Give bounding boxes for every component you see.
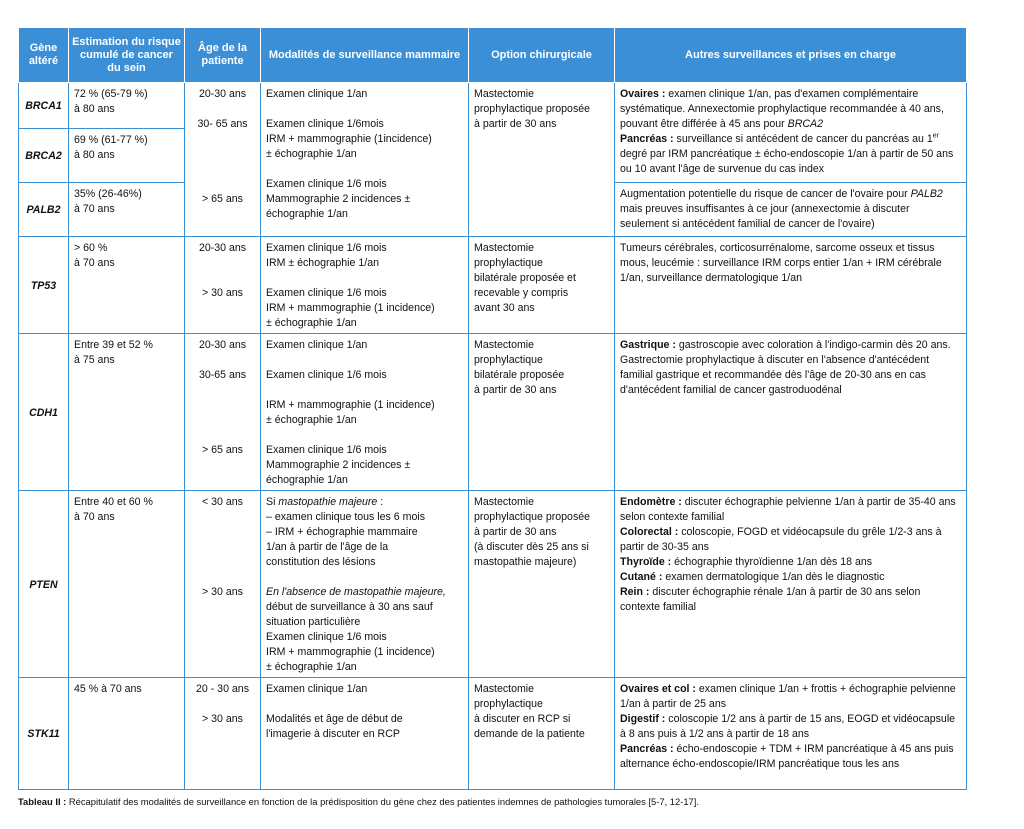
- pten-abs-italic: En l'absence de mastopathie majeure,: [266, 586, 446, 598]
- pancreas-stk-label: Pancréas :: [620, 743, 674, 755]
- pancreas-text1: surveillance si antécédent de cancer du pancréas au 1: [673, 133, 933, 145]
- breast-pten: [261, 491, 469, 678]
- ovaires-label: Ovaires :: [620, 88, 666, 100]
- digestif-label: Digestif :: [620, 713, 666, 725]
- breast-tp53: Examen clinique 1/6 mois IRM ± échographie 1/an Examen clinique 1/6 mois IRM + mammographie (1 incidence) ± échographie 1/an: [261, 237, 469, 334]
- digestif-text: coloscopie 1/2 ans à partir de 15 ans, EOGD et vidéocapsule à 8 ans puis à 1/2 ans à partir de 18 ans: [620, 713, 956, 740]
- surgery-pten: Mastectomie prophylactique proposée à partir de 30 ans (à discuter dès 25 ans si mastopathie majeure): [469, 491, 615, 678]
- age-pten: < 30 ans > 30 ans: [185, 491, 261, 678]
- surgery-brca: Mastectomie prophylactique proposée à partir de 30 ans: [469, 83, 615, 237]
- table-header-row: [19, 28, 967, 83]
- palb2-text2: mais preuves insuffisantes à ce jour (annexectomie à discuter seulement si antécédent familial de cancer de l'ovaire): [620, 203, 910, 230]
- surveillance-table: [18, 27, 967, 790]
- breast-cdh1: Examen clinique 1/an Examen clinique 1/6 mois IRM + mammographie (1 incidence) ± échographie 1/an Examen clinique 1/6 mois Mammographie 2 incidences ± échographie 1/an: [261, 334, 469, 491]
- rein-label: Rein :: [620, 586, 650, 598]
- table-row: [19, 491, 967, 678]
- ovaires-gene: BRCA2: [787, 118, 823, 130]
- gene-stk11: STK11: [19, 678, 69, 790]
- gene-brca1: BRCA1: [19, 83, 69, 129]
- risk-cdh1: Entre 39 et 52 % à 75 ans: [69, 334, 185, 491]
- pancreas-label: Pancréas :: [620, 133, 674, 145]
- endo-label: Endomètre :: [620, 496, 682, 508]
- pancreas-stk-text: écho-endoscopie + TDM + IRM pancréatique à 45 ans puis alternance écho-endoscopie/IRM pancréatique tous les ans: [620, 743, 954, 770]
- age-cdh1: 20-30 ans 30-65 ans > 65 ans: [185, 334, 261, 491]
- table-row: [19, 678, 967, 790]
- age-stk11: 20 - 30 ans > 30 ans: [185, 678, 261, 790]
- header-gene: Gène altéré: [19, 28, 69, 83]
- caption-text: Récapitulatif des modalités de surveillance en fonction de la prédisposition du gène chez des patientes indemnes de pathologies tumorales [5-7, 12-17].: [66, 796, 699, 807]
- surgery-tp53: Mastectomie prophylactique bilatérale proposée et recevable y compris avant 30 ans: [469, 237, 615, 334]
- pten-intro-italic: mastopathie majeure: [278, 496, 378, 508]
- gene-pten: PTEN: [19, 491, 69, 678]
- other-brca: [615, 83, 967, 183]
- other-palb2: [615, 183, 967, 237]
- ov-col-label: Ovaires et col :: [620, 683, 696, 695]
- other-pten: [615, 491, 967, 678]
- header-surgery: Option chirurgicale: [469, 28, 615, 83]
- age-brca: 20-30 ans 30- 65 ans > 65 ans: [185, 83, 261, 237]
- other-tp53: Tumeurs cérébrales, corticosurrénalome, sarcome osseux et tissus mous, leucémie : surveillance IRM corps entier 1/an + IRM cérébrale 1/an, surveillance dermatologique 1/an: [615, 237, 967, 334]
- pancreas-text2: degré par IRM pancréatique ± écho-endoscopie 1/an à partir de 50 ans ou 10 avant l'âge de survenue du cas index: [620, 148, 954, 175]
- pten-intro1: Si: [266, 496, 279, 508]
- thyro-text: échographie thyroïdienne 1/an dès 18 ans: [671, 556, 873, 568]
- pancreas-sup: er: [932, 132, 939, 140]
- cutane-label: Cutané :: [620, 571, 663, 583]
- colo-label: Colorectal :: [620, 526, 679, 538]
- gastrique-label: Gastrique :: [620, 339, 676, 351]
- caption-label: Tableau II :: [18, 796, 67, 807]
- palb2-gene: PALB2: [910, 188, 943, 200]
- endo-text: discuter échographie pelvienne 1/an à partir de 35-40 ans selon contexte familial: [620, 496, 956, 523]
- risk-pten: Entre 40 et 60 % à 70 ans: [69, 491, 185, 678]
- palb2-text1: Augmentation potentielle du risque de cancer de l'ovaire pour: [620, 188, 911, 200]
- table-row: [19, 237, 967, 334]
- gene-palb2: PALB2: [19, 183, 69, 237]
- header-breast: Modalités de surveillance mammaire: [261, 28, 469, 83]
- colo-text: coloscopie, FOGD et vidéocapsule du grêle 1/2-3 ans à partir de 30-35 ans: [620, 526, 942, 553]
- risk-brca1: 72 % (65-79 %) à 80 ans: [69, 83, 185, 129]
- surgery-stk11: Mastectomie prophylactique à discuter en RCP si demande de la patiente: [469, 678, 615, 790]
- table-row: [19, 334, 967, 491]
- header-risk: Estimation du risque cumulé de cancer du sein: [69, 28, 185, 83]
- table-row: [19, 83, 967, 129]
- risk-tp53: > 60 % à 70 ans: [69, 237, 185, 334]
- risk-stk11: 45 % à 70 ans: [69, 678, 185, 790]
- breast-stk11: Examen clinique 1/an Modalités et âge de début de l'imagerie à discuter en RCP: [261, 678, 469, 790]
- gene-tp53: TP53: [19, 237, 69, 334]
- header-other: Autres surveillances et prises en charge: [615, 28, 967, 83]
- surgery-cdh1: Mastectomie prophylactique bilatérale proposée à partir de 30 ans: [469, 334, 615, 491]
- pten-list: – examen clinique tous les 6 mois – IRM + échographie mammaire 1/an à partir de l'âge de la constitution des lésions: [266, 511, 425, 568]
- other-cdh1: [615, 334, 967, 491]
- age-tp53: 20-30 ans > 30 ans: [185, 237, 261, 334]
- cutane-text: examen dermatologique 1/an dès le diagnostic: [662, 571, 885, 583]
- thyro-label: Thyroïde :: [620, 556, 672, 568]
- breast-brca: Examen clinique 1/an Examen clinique 1/6mois IRM + mammographie (1incidence) ± échographie 1/an Examen clinique 1/6 mois Mammographie 2 incidences ± échographie 1/an: [261, 83, 469, 237]
- ovaires-text: examen clinique 1/an, pas d'examen complémentaire systématique. Annexectomie prophylactique recommandée à 40 ans, pouvant être différée à 45 ans pour: [620, 88, 944, 130]
- risk-palb2: 35% (26-46%) à 70 ans: [69, 183, 185, 237]
- rein-text: discuter échographie rénale 1/an à partir de 30 ans selon contexte familial: [620, 586, 921, 613]
- gene-cdh1: CDH1: [19, 334, 69, 491]
- gene-brca2: BRCA2: [19, 129, 69, 183]
- pten-abs: début de surveillance à 30 ans sauf situation particulière Examen clinique 1/6 mois IRM + mammographie (1 incidence) ± échographie 1/an: [266, 601, 435, 673]
- gastrique-text: gastroscopie avec coloration à l'indigo-carmin dès 20 ans. Gastrectomie prophylactique à discuter en l'absence d'antécédent familial gastrique et recommandée dès l'âge de 20-30 ans en cas d'antécédent familial de cancer gastroduodénal: [620, 339, 951, 396]
- risk-brca2: 69 % (61-77 %) à 80 ans: [69, 129, 185, 183]
- table-caption: [18, 796, 699, 807]
- ov-col-text: examen clinique 1/an + frottis + échographie pelvienne 1/an à partir de 25 ans: [620, 683, 956, 710]
- other-stk11: [615, 678, 967, 790]
- pten-intro2: :: [377, 496, 384, 508]
- header-age: Âge de la patiente: [185, 28, 261, 83]
